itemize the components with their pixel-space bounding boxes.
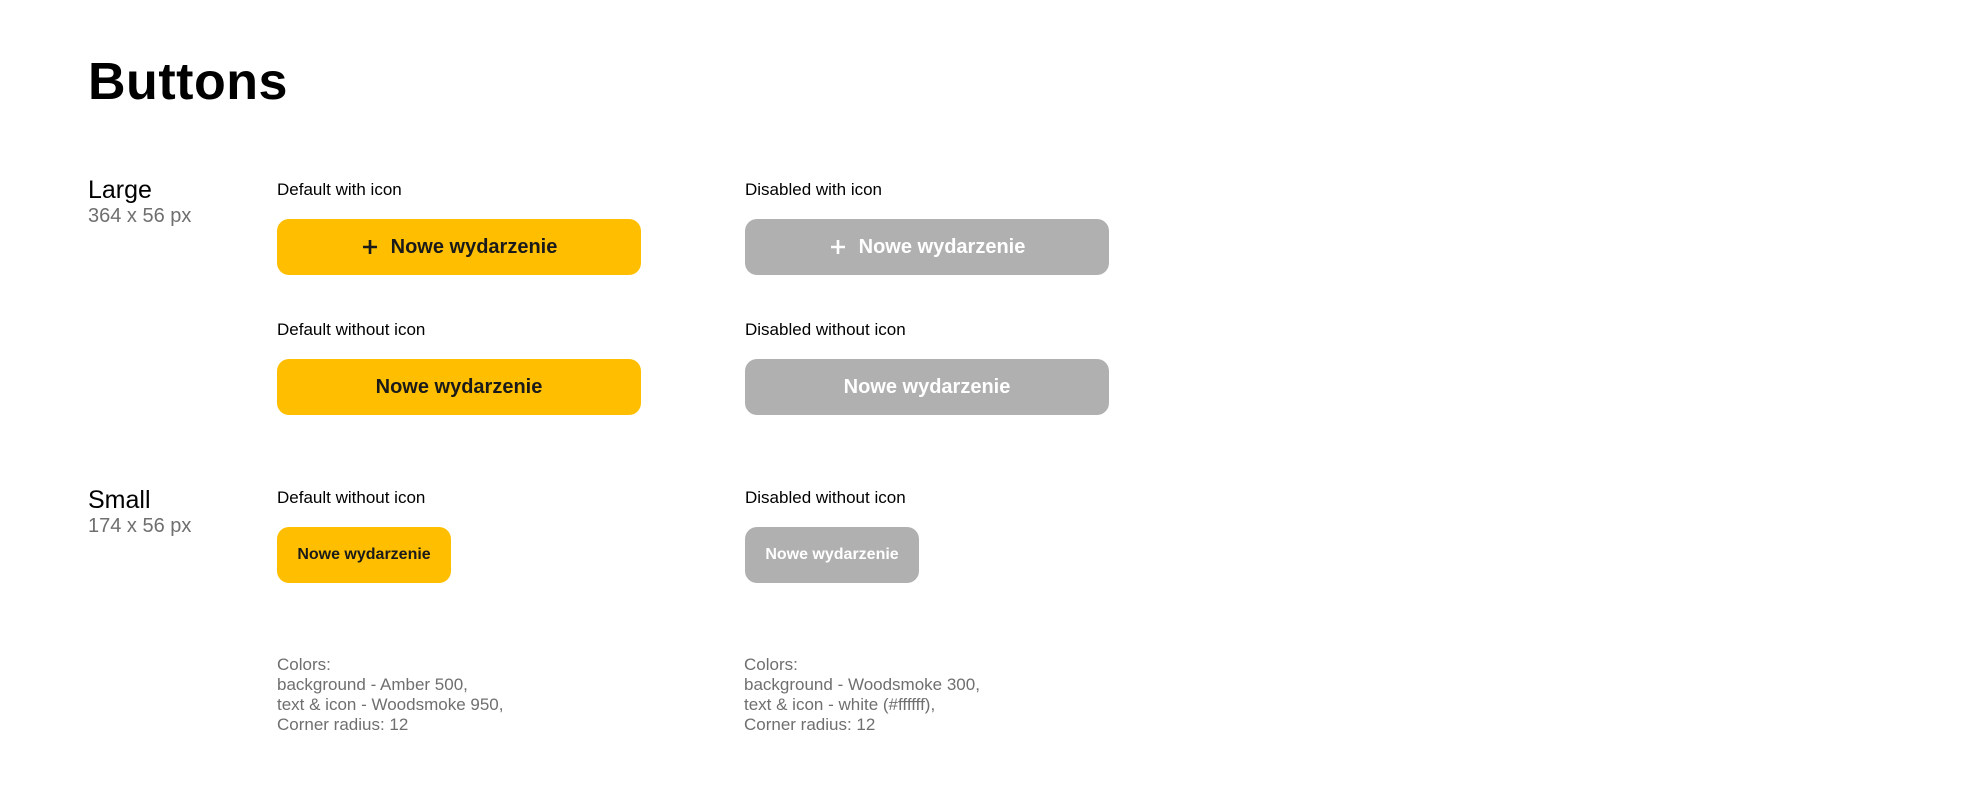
small-disabled-without-icon-button[interactable] xyxy=(745,527,919,583)
caption-large-disabled-with-icon: Disabled with icon xyxy=(745,180,883,199)
disabled-colors-note xyxy=(744,655,980,735)
large-disabled-with-icon-button[interactable] xyxy=(745,219,1109,275)
large-section-dimensions: 364 x 56 px xyxy=(88,205,192,227)
caption-large-default-without-icon: Default without icon xyxy=(277,320,426,339)
caption-small-disabled-without-icon: Disabled without icon xyxy=(745,488,906,507)
button-label: Nowe wydarzenie xyxy=(297,546,431,563)
small-section-title: Small xyxy=(88,486,151,514)
button-label: Nowe wydarzenie xyxy=(375,375,543,398)
large-disabled-without-icon-button[interactable] xyxy=(745,359,1109,415)
note-line: Corner radius: 12 xyxy=(744,715,876,734)
page-title: Buttons xyxy=(88,53,288,111)
plus-icon xyxy=(829,238,847,256)
note-line: text & icon - Woodsmoke 950, xyxy=(277,695,504,714)
large-default-with-icon-button[interactable] xyxy=(277,219,641,275)
caption-large-disabled-without-icon: Disabled without icon xyxy=(745,320,906,339)
note-line: background - Woodsmoke 300, xyxy=(744,675,980,694)
default-colors-note xyxy=(277,655,503,735)
large-section-title: Large xyxy=(88,176,152,204)
caption-small-default-without-icon: Default without icon xyxy=(277,488,426,507)
button-label: Nowe wydarzenie xyxy=(858,235,1026,258)
button-label: Nowe wydarzenie xyxy=(765,546,899,563)
note-line: background - Amber 500, xyxy=(277,675,468,694)
caption-large-default-with-icon: Default with icon xyxy=(277,180,402,199)
plus-icon xyxy=(361,238,379,256)
small-section-dimensions: 174 x 56 px xyxy=(88,515,192,537)
note-line: text & icon - white (#ffffff), xyxy=(744,695,936,714)
note-line: Colors: xyxy=(744,655,798,674)
button-label: Nowe wydarzenie xyxy=(390,235,558,258)
large-default-without-icon-button[interactable] xyxy=(277,359,641,415)
small-default-without-icon-button[interactable] xyxy=(277,527,451,583)
note-line: Corner radius: 12 xyxy=(277,715,409,734)
note-line: Colors: xyxy=(277,655,331,674)
button-label: Nowe wydarzenie xyxy=(843,375,1011,398)
